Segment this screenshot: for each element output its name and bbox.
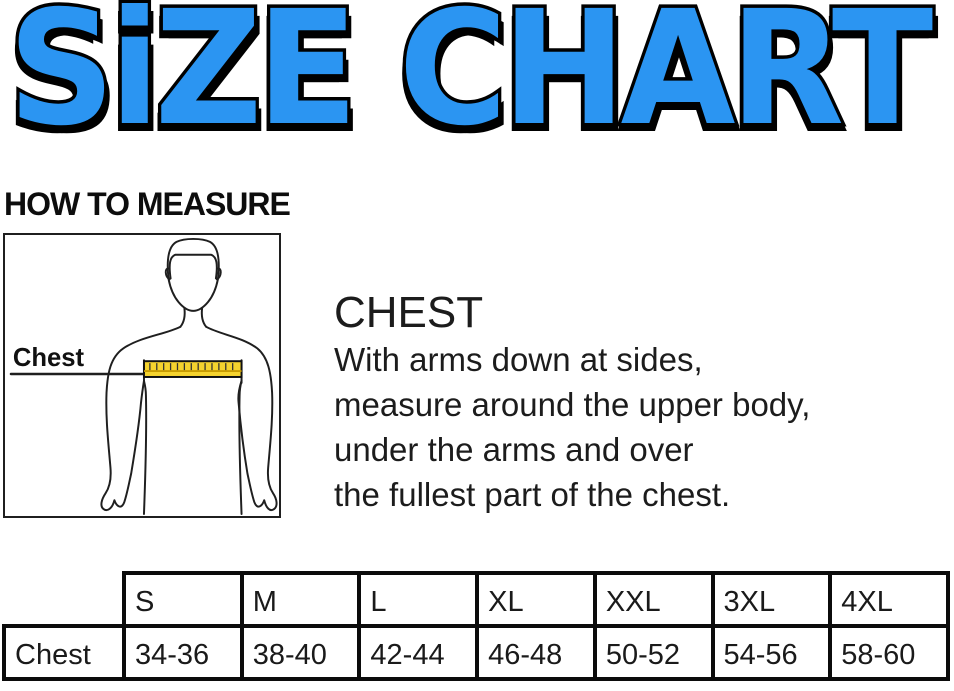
chest-value-m: 38-40: [242, 626, 360, 679]
instructions-line: With arms down at sides,: [334, 341, 703, 378]
instructions-line: under the arms and over: [334, 431, 694, 468]
size-col-header-3xl: 3XL: [713, 573, 831, 626]
instructions-line: the fullest part of the chest.: [334, 476, 731, 513]
torso-left-line: [144, 381, 146, 514]
chest-value-3xl: 54-56: [713, 626, 831, 679]
measuring-tape-icon: [144, 361, 242, 377]
size-table-corner-cell: [4, 573, 124, 626]
chest-value-l: 42-44: [359, 626, 477, 679]
instructions-heading: CHEST: [334, 288, 484, 337]
chest-figure-label: Chest: [12, 344, 85, 373]
size-table: [2, 571, 950, 681]
size-row-label: Chest: [4, 626, 124, 679]
torso-right-line: [239, 381, 241, 514]
measurement-figure-box: [3, 233, 281, 518]
instructions-text: [334, 337, 810, 517]
size-table-header-row: [4, 573, 948, 626]
instructions-line: measure around the upper body,: [334, 386, 811, 423]
neck-left-line: [180, 308, 184, 327]
size-col-header-xxl: XXL: [595, 573, 713, 626]
page-title: SiZE CHART: [8, 0, 928, 161]
how-to-measure-heading: HOW TO MEASURE: [4, 186, 290, 222]
hairline: [170, 255, 217, 279]
size-col-header-l: L: [359, 573, 477, 626]
body-outline-figure: [5, 235, 279, 516]
size-col-header-s: S: [124, 573, 242, 626]
chest-value-xxl: 50-52: [595, 626, 713, 679]
size-col-header-m: M: [242, 573, 360, 626]
neck-right-line: [202, 308, 206, 327]
size-col-header-xl: XL: [477, 573, 595, 626]
size-table-chest-row: [4, 626, 948, 679]
left-arm-outline: [101, 327, 180, 510]
head-outline: [168, 239, 219, 311]
chest-value-s: 34-36: [124, 626, 242, 679]
size-col-header-4xl: 4XL: [830, 573, 948, 626]
chest-value-4xl: 58-60: [830, 626, 948, 679]
chest-value-xl: 46-48: [477, 626, 595, 679]
